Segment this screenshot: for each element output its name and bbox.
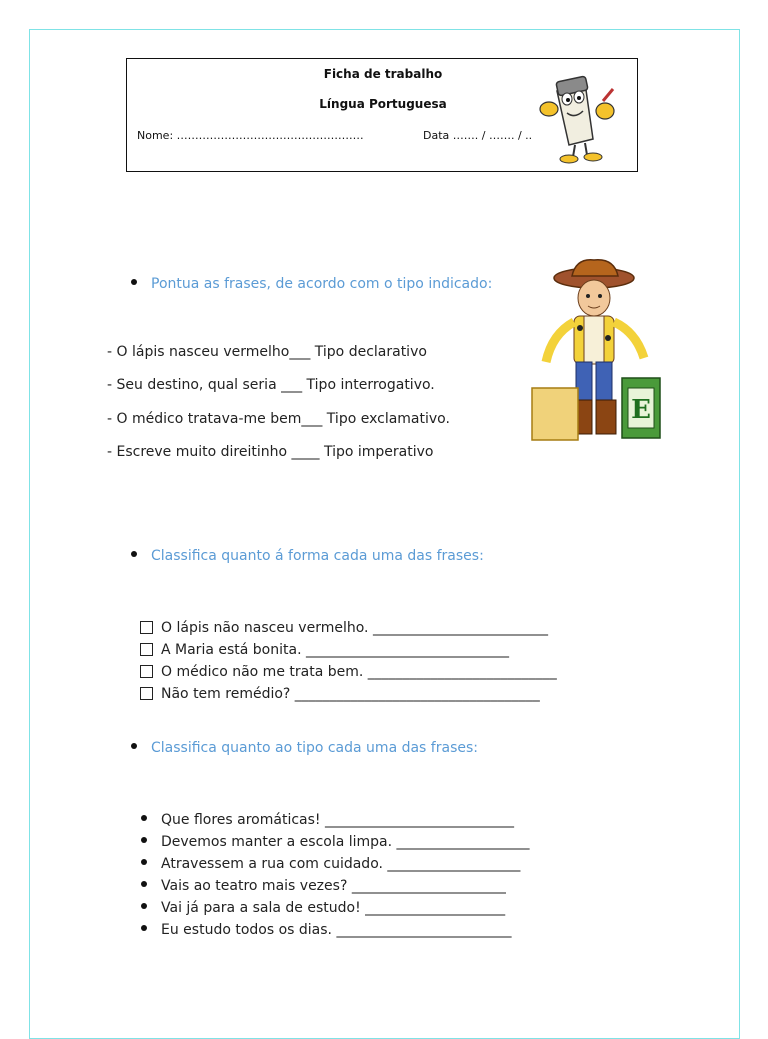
bullet-icon [141, 815, 147, 821]
punctuation-item-2: - Seu destino, qual seria ___ Tipo interrogativo. [107, 377, 435, 393]
form-item-2: A Maria está bonita. _____________________________ [140, 642, 509, 658]
section1-heading: Pontua as frases, de acordo com o tipo indicado: [131, 276, 492, 292]
checkbox-icon[interactable] [140, 665, 153, 678]
type-item-4: Vais ao teatro mais vezes? ______________________ [141, 878, 506, 894]
punctuation-item-4: - Escreve muito direitinho ____ Tipo imperativo [107, 444, 434, 460]
svg-text:E: E [631, 395, 651, 425]
date-field: Data ……. / ……. / .. [423, 129, 533, 142]
name-field: Nome: …………………………………………… [137, 129, 364, 142]
type-item-6: Eu estudo todos os dias. _________________________ [141, 922, 511, 938]
type-item-2: Devemos manter a escola limpa. ___________________ [141, 834, 530, 850]
section2-heading: Classifica quanto á forma cada uma das frases: [131, 548, 484, 564]
worksheet-subject: Língua Portuguesa [319, 97, 447, 111]
bullet-icon [131, 551, 137, 557]
cowboy-illustration-icon [528, 258, 662, 448]
form-item-3: O médico não me trata bem. ___________________________ [140, 664, 557, 680]
bullet-icon [141, 859, 147, 865]
checkbox-icon[interactable] [140, 643, 153, 656]
worksheet-header [126, 58, 638, 172]
checkbox-icon[interactable] [140, 621, 153, 634]
type-item-1: Que flores aromáticas! ___________________________ [141, 812, 514, 828]
bullet-icon [141, 837, 147, 843]
type-item-3: Atravessem a rua com cuidado. ___________________ [141, 856, 520, 872]
bullet-icon [141, 881, 147, 887]
bullet-icon [131, 279, 137, 285]
bullet-icon [141, 925, 147, 931]
bullet-icon [141, 903, 147, 909]
section3-heading: Classifica quanto ao tipo cada uma das frases: [131, 740, 478, 756]
form-item-1: O lápis não nasceu vermelho. _________________________ [140, 620, 548, 636]
form-item-4: Não tem remédio? ___________________________________ [140, 686, 540, 702]
pencil-mascot-icon [535, 65, 619, 165]
type-item-5: Vai já para a sala de estudo! ____________________ [141, 900, 505, 916]
worksheet-title: Ficha de trabalho [323, 67, 443, 81]
bullet-icon [131, 743, 137, 749]
punctuation-item-3: - O médico tratava-me bem___ Tipo exclamativo. [107, 411, 450, 427]
checkbox-icon[interactable] [140, 687, 153, 700]
punctuation-item-1: - O lápis nasceu vermelho___ Tipo declarativo [107, 344, 427, 360]
